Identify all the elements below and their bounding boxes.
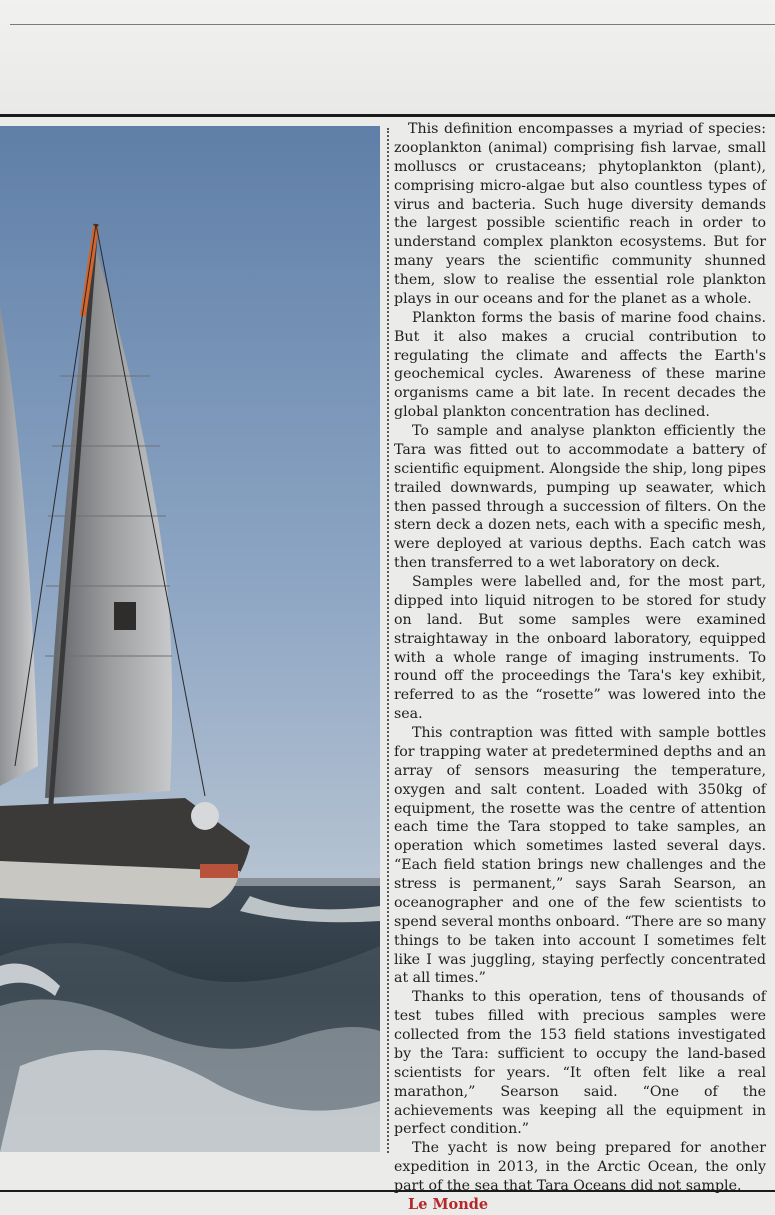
article-paragraph: Thanks to this operation, tens of thousands of test tubes filled with precious samples were collected from the 153 field stations investigated by the Tara: sufficient to occupy the land-based scientists for years. “It often felt like a real marathon,” Searson said. “One of the achievements was keeping all the equipment in perfect condition.” [394,989,766,1138]
sailing-yacht-photo [0,126,380,1152]
section-rule [0,114,775,117]
article-column [394,120,766,1213]
article-paragraph: The yacht is now being prepared for another expedition in 2013, in the Arctic Ocean, the only part of the sea that Tara Oceans did not sample. [394,1140,766,1194]
article-paragraph: Plankton forms the basis of marine food chains. But it also makes a crucial contribution to regulating the climate and affects the Earth's geochemical cycles. Awareness of these marine organisms came a bit late. In recent decades the global plankton concentration has declined. [394,309,766,421]
page-header-margin [0,0,775,115]
source-credit: Le Monde [408,1195,489,1213]
column-divider [387,128,389,1153]
article-paragraph: Samples were labelled and, for the most part, dipped into liquid nitrogen to be stored for study on land. But some samples were examined straightaway in the onboard laboratory, equipped with a whole range of imaging instruments. To round off the proceedings the Tara's key exhibit, referred to as the “rosette” was lowered into the sea. [394,574,766,723]
article-paragraph: To sample and analyse plankton efficiently the Tara was fitted out to accommodate a battery of scientific equipment. Alongside the ship, long pipes trailed downwards, pumping up seawater, which then passed through a succession of filters. On the stern deck a dozen nets, each with a specific mesh, were deployed at various depths. Each catch was then transferred to a wet laboratory on deck. [394,423,766,572]
article-paragraph: This definition encompasses a myriad of species: zooplankton (animal) comprising fish larvae, small molluscs or crustaceans; phytoplankton (plant), comprising micro-algae but also countless types of virus and bacteria. Such huge diversity demands the largest possible scientific reach in order to understand complex plankton ecosystems. But for many years the scientific community shunned them, slow to realise the essential role plankton plays in our oceans and for the planet as a whole. [394,121,766,307]
article-paragraph: This contraption was fitted with sample bottles for trapping water at predetermined depths and an array of sensors measuring the temperature, oxygen and salt content. Loaded with 350kg of equipment, the rosette was the centre of attention each time the Tara stopped to take samples, an operation which sometimes lasted several days. “Each field station brings new challenges and the stress is permanent,” says Sarah Searson, an oceanographer and one of the few scientists to spend several months onboard. “There are so many things to be taken into account I sometimes felt like I was juggling, staying perfectly concentrated at all times.” [394,725,766,987]
header-rule [10,24,775,25]
footer-rule [0,1190,775,1192]
